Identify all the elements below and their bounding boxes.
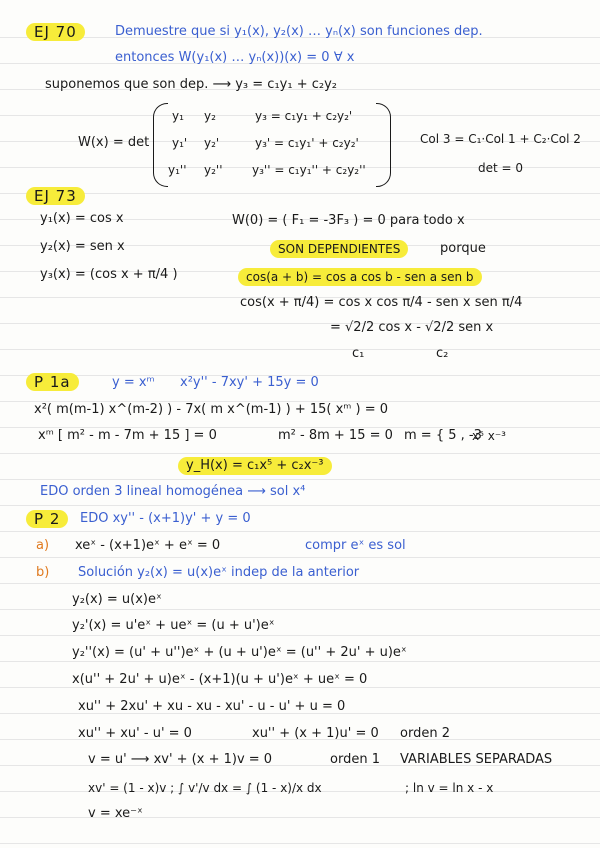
p2-line4: x(u'' + 2u' + u)eˣ - (x+1)(u + u')eˣ + ueˣ = 0 bbox=[72, 672, 368, 687]
p2-line2: y₂'(x) = u'eˣ + ueˣ = (u + u')eˣ bbox=[72, 618, 275, 633]
p2-line5: xu'' + 2xu' + xu - xu - xu' - u - u' + u = 0 bbox=[78, 699, 346, 714]
p2-orden2: orden 2 bbox=[400, 726, 450, 741]
p2-tag: P 2 bbox=[26, 510, 68, 528]
matrix-cell: y₁' bbox=[172, 136, 188, 150]
coef-c2: c₂ bbox=[436, 346, 449, 361]
ej73-tag: EJ 73 bbox=[26, 187, 85, 205]
ej70-assumption: suponemos que son dep. ⟶ y₃ = c₁y₁ + c₂y₂ bbox=[45, 77, 337, 92]
matrix-cell: y₂ bbox=[204, 109, 216, 123]
matrix-cell: y₂' bbox=[204, 136, 220, 150]
p2-part-a-work: xeˣ - (x+1)eˣ + eˣ = 0 bbox=[75, 538, 221, 553]
p1a-solutions: x⁵ x⁻³ bbox=[472, 429, 506, 443]
matrix-cell: y₃ = c₁y₁ + c₂y₂' bbox=[255, 109, 353, 123]
p1a-homogeneous-solution: y_H(x) = c₁x⁵ + c₂x⁻³ bbox=[178, 457, 332, 475]
p2-part-b-label: b) bbox=[36, 565, 50, 580]
p2-part-a-label: a) bbox=[36, 538, 50, 553]
det-zero: det = 0 bbox=[478, 161, 524, 175]
ej70-statement-line1: Demuestre que si y₁(x), y₂(x) … yₙ(x) son funciones dep. bbox=[115, 24, 483, 39]
porque-text: porque bbox=[440, 241, 486, 256]
ej70-statement-line2: entonces W(y₁(x) … yₙ(x))(x) = 0 ∀ x bbox=[115, 50, 355, 65]
ej73-y1: y₁(x) = cos x bbox=[40, 211, 124, 226]
ej73-wronskian: W(0) = ( F₁ = -3F₃ ) = 0 para todo x bbox=[232, 213, 465, 228]
ej73-y3: y₃(x) = (cos x + π/4 ) bbox=[40, 267, 178, 282]
p2-line6: xu'' + xu' - u' = 0 bbox=[78, 726, 192, 741]
p1a-edo-note: EDO orden 3 lineal homogénea ⟶ sol x⁴ bbox=[40, 484, 306, 499]
matrix-cell: y₁'' bbox=[168, 163, 187, 177]
p2-line3: y₂''(x) = (u' + u'')eˣ + (u + u')eˣ = (u'' + 2u' + u)eˣ bbox=[72, 645, 407, 660]
p2-line6b: xu'' + (x + 1)u' = 0 bbox=[252, 726, 379, 741]
sum-identity-highlight: cos(a + b) = cos a cos b - sen a sen b bbox=[238, 268, 482, 286]
matrix-cell: y₁ bbox=[172, 109, 184, 123]
matrix-cell: y₃' = c₁y₁' + c₂y₂' bbox=[255, 136, 359, 150]
p2-line8: xv' = (1 - x)v ; ∫ v'/v dx = ∫ (1 - x)/x dx bbox=[88, 781, 322, 795]
ej73-expand2: = √2/2 cos x - √2/2 sen x bbox=[330, 320, 494, 335]
matrix-cell: y₂'' bbox=[204, 163, 223, 177]
p1a-roots: m = { 5 , -3 bbox=[404, 428, 482, 443]
matrix-cell: y₃'' = c₁y₁'' + c₂y₂'' bbox=[252, 163, 366, 177]
p1a-guess: y = xᵐ bbox=[112, 375, 155, 390]
coef-c1: c₁ bbox=[352, 346, 365, 361]
dependientes-highlight: SON DEPENDIENTES bbox=[270, 240, 408, 258]
p2-part-a-note: compr eˣ es sol bbox=[305, 538, 406, 553]
ej73-expand1: cos(x + π/4) = cos x cos π/4 - sen x sen π/4 bbox=[240, 295, 523, 310]
matrix-left-paren bbox=[153, 103, 168, 187]
ej73-y2: y₂(x) = sen x bbox=[40, 239, 125, 254]
p1a-quadratic: m² - 8m + 15 = 0 bbox=[278, 428, 393, 443]
p1a-equation: x²y'' - 7xy' + 15y = 0 bbox=[180, 375, 319, 390]
p2-line7: v = u' ⟶ xv' + (x + 1)v = 0 bbox=[88, 752, 273, 767]
p1a-substitution: x²( m(m-1) x^(m-2) ) - 7x( m x^(m-1) ) + 15( xᵐ ) = 0 bbox=[34, 402, 389, 417]
p1a-tag: P 1a bbox=[26, 373, 79, 391]
p2-line8b: ; ln v = ln x - x bbox=[405, 781, 494, 795]
ej70-tag: EJ 70 bbox=[26, 23, 85, 41]
p2-orden1: orden 1 bbox=[330, 752, 380, 767]
p2-part-b-work: Solución y₂(x) = u(x)eˣ indep de la anterior bbox=[78, 565, 360, 580]
wronskian-label: W(x) = det bbox=[78, 135, 150, 150]
column-relation: Col 3 = C₁·Col 1 + C₂·Col 2 bbox=[420, 132, 581, 146]
p1a-factor: xᵐ [ m² - m - 7m + 15 ] = 0 bbox=[38, 428, 217, 443]
p2-line1: y₂(x) = u(x)eˣ bbox=[72, 592, 162, 607]
p2-edo: EDO xy'' - (x+1)y' + y = 0 bbox=[80, 511, 251, 526]
p2-variables-separadas: VARIABLES SEPARADAS bbox=[400, 752, 553, 767]
p2-line9: v = xe⁻ˣ bbox=[88, 806, 143, 821]
matrix-right-paren bbox=[376, 103, 391, 187]
